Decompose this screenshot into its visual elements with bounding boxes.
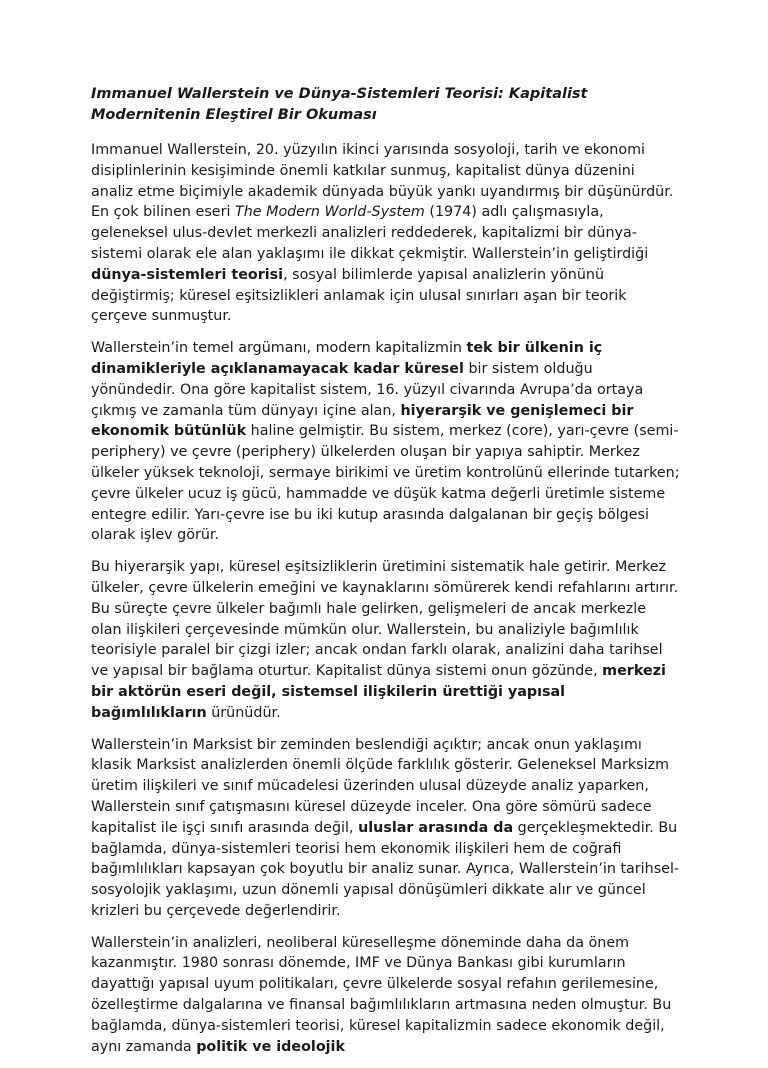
body-paragraph — [91, 557, 681, 723]
document-body — [91, 140, 681, 1057]
text-run: (1974) adlı çalışmasıyla, geleneksel ulus-devlet merkezli analizleri reddederek, kapitalizmi bir dünya-sistemi olarak ele alan yaklaşımı ile dikkat çekmiştir. Wallerstein’in geliştirdiği — [91, 204, 649, 262]
document-page — [91, 84, 681, 1068]
bold-phrase: merkezi bir aktörün eseri değil, sistemsel ilişkilerin ürettiği yapısal bağımlılıkların — [91, 663, 666, 721]
text-run: Bu hiyerarşik yapı, küresel eşitsizliklerin üretimini sistematik hale getirir. Merkez ülkeler, çevre ülkelerin emeğini ve kaynaklarını sömürerek kendi refahlarını artırır. Bu süreçte çevre ülkeler bağımlı hale gelirken, gelişmeleri de ancak merkezle olan ilişkileri çerçevesinde mümkün olur. Wallerstein, bu analiziyle bağımlılık teorisiyle paralel bir çizgi izler; ancak ondan farklı olarak, analizini daha tarihsel ve yapısal bir bağlama oturtur. Kapitalist dünya sistemi onun gözünde, — [91, 559, 679, 680]
text-run: Immanuel Wallerstein, 20. yüzyılın ikinci yarısında sosyoloji, tarih ve ekonomi disiplinlerinin kesişiminde önemli katkılar sunmuş, kapitalist dünya düzenini analiz etme biçimiyle akademik dünyada büyük yankı uyandırmış bir düşünürdür. En çok bilinen eseri — [91, 142, 674, 221]
body-paragraph — [91, 338, 681, 546]
bold-phrase: tek bir ülkenin iç dinamikleriyle açıklanamayacak kadar küresel — [91, 340, 603, 377]
document-title: Immanuel Wallerstein ve Dünya-Sistemleri Teorisi: Kapitalist Modernitenin Eleştirel Bir Okuması — [91, 86, 588, 123]
bold-phrase: dünya-sistemleri teorisi — [91, 266, 284, 283]
book-title: The Modern World-System — [234, 204, 425, 221]
text-run: Wallerstein’in Marksist bir zeminden beslendiği açıktır; ancak onun yaklaşımı klasik Marksist analizlerden önemli ölçüde farklılık gösterir. Geleneksel Marksizm üretim ilişkileri ve sınıf mücadelesi üzerinden ulusal düzeyde analiz yaparken, Wallerstein sınıf çatışmasını küresel düzeyde inceler. Ona göre sömürü sadece kapitalist ile işçi sınıfı arasında değil, — [91, 736, 669, 836]
text-run: gerçekleşmektedir. Bu bağlamda, dünya-sistemleri teorisi hem ekonomik ilişkileri hem de coğrafi bağımlılıkları kapsayan çok boyutlu bir analiz sunar. Ayrıca, Wallerstein’in tarihsel-sosyolojik yaklaşımı, uzun dönemli yapısal dönüşümleri dikkate alır ve güncel krizleri bu çerçevede değerlendirir. — [91, 819, 680, 919]
bold-phrase: hiyerarşik ve genişlemeci bir ekonomik bütünlük — [91, 402, 634, 440]
bold-phrase: politik ve ideolojik — [196, 1038, 345, 1055]
body-paragraph — [91, 140, 681, 327]
text-run: bir sistem olduğu yönündedir. Ona göre kapitalist sistem, 16. yüzyıl civarında Avrupa’da ortaya çıkmış ve zamanla tüm dünyayı içine alan, — [91, 360, 644, 419]
bold-phrase: uluslar arasında da — [358, 819, 514, 836]
text-run: Wallerstein’in analizleri, neoliberal küreselleşme döneminde daha da önem kazanmıştır. 1980 sonrası dönemde, IMF ve Dünya Bankası gibi kurumların dayattığı yapısal uyum politikaları, çevre ülkelerde sosyal refahın gerilemesine, özelleştirme dalgalarına ve finansal bağımlılıkların artmasına neden olmuştur. Bu bağlamda, dünya-sistemleri teorisi, küresel kapitalizmin sadece ekonomik değil, aynı zamanda — [91, 934, 672, 1055]
text-run: , sosyal bilimlerde yapısal analizlerin yönünü değiştirmiş; küresel eşitsizlikleri anlamak için ulusal sınırları aşan bir teorik çerçeve sunmuştur. — [91, 266, 627, 325]
text-run: ürünüdür. — [206, 704, 281, 721]
body-paragraph — [91, 933, 681, 1058]
text-run: Wallerstein’in temel argümanı, modern kapitalizmin — [91, 340, 467, 357]
text-run: haline gelmiştir. Bu sistem, merkez (core), yarı-çevre (semi-periphery) ve çevre (periphery) ülkelerden oluşan bir yapıya sahiptir. Merkez ülkeler yüksek teknoloji, sermaye birikimi ve üretim kontrolünü ellerinde tutarken; çevre ülkeler ucuz iş gücü, hammadde ve düşük katma değerli üretimle sisteme entegre edilir. Yarı-çevre ise bu iki kutup arasında dalgalanan bir geçiş bölgesi olarak işlev görür. — [91, 423, 680, 544]
body-paragraph — [91, 735, 681, 922]
